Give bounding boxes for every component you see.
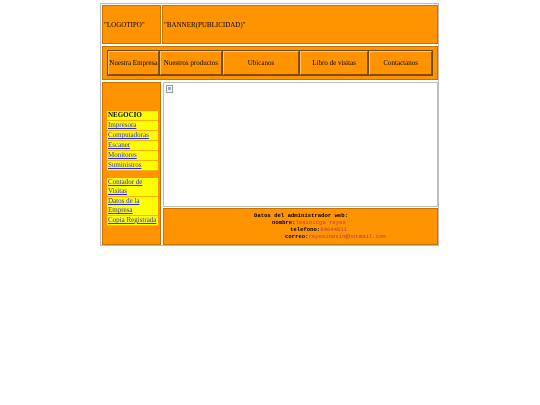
- logo-placeholder: "LOGOTIPO": [102, 5, 161, 44]
- nav-nuestros-productos[interactable]: Nuestros productos: [160, 51, 223, 75]
- admin-email-line: [285, 234, 386, 241]
- sidebar-link-impresora[interactable]: Impresora: [108, 121, 137, 129]
- page-container: [100, 3, 439, 246]
- sidebar: [102, 82, 161, 245]
- sidebar-link-computadoras[interactable]: Computadoras: [108, 131, 149, 139]
- admin-info-footer: [163, 208, 438, 245]
- sidebar-link-monitores[interactable]: Monitores: [108, 151, 137, 159]
- sidebar-item: [107, 216, 158, 226]
- sidebar-item: [107, 131, 158, 141]
- link-contador-de-visitas[interactable]: Contador de Visitas: [108, 178, 143, 195]
- sidebar-item: [107, 141, 158, 151]
- admin-email-value: reyesinesin@hotmail.com: [308, 233, 386, 240]
- sidebar-item: [107, 178, 158, 197]
- sidebar-link-escaner[interactable]: Escaner: [108, 141, 131, 149]
- sidebar-item: [107, 121, 158, 131]
- nav-libro-de-visitas[interactable]: Libro de visitas: [300, 51, 369, 75]
- main-content-image: [163, 82, 438, 207]
- sidebar-item: [107, 151, 158, 161]
- admin-info-title: Datos del administrador web:: [254, 212, 348, 219]
- link-datos-de-la-empresa[interactable]: Datos de la Empresa: [108, 197, 140, 214]
- sidebar-item: [107, 161, 158, 171]
- nav-contactanos[interactable]: Contactanos: [369, 51, 432, 75]
- broken-image-icon: [166, 85, 173, 93]
- admin-phone-label: telefono:: [290, 226, 321, 233]
- banner-placeholder: "BANNER(PUBLICIDAD)": [162, 5, 438, 44]
- navigation-bar: [102, 46, 438, 80]
- nav-ubicanos[interactable]: Ubicanos: [223, 51, 299, 75]
- admin-phone-value: 84644611: [320, 226, 348, 233]
- sidebar-item: [107, 197, 158, 216]
- sidebar-extra-menu: [107, 178, 158, 226]
- link-copia-registrada[interactable]: Copia Registrada: [108, 216, 157, 224]
- admin-name-label: nombre:: [272, 219, 296, 226]
- sidebar-menu: [107, 111, 158, 171]
- navigation-buttons: [107, 50, 433, 76]
- nav-nuestra-empresa[interactable]: Nuestra Empresa: [108, 51, 159, 75]
- sidebar-link-suministros[interactable]: Suministros: [108, 161, 142, 169]
- admin-email-label: correo:: [285, 233, 309, 240]
- sidebar-heading: NEGOCIO: [107, 111, 158, 121]
- admin-name-value: lesinicga reyes: [295, 219, 346, 226]
